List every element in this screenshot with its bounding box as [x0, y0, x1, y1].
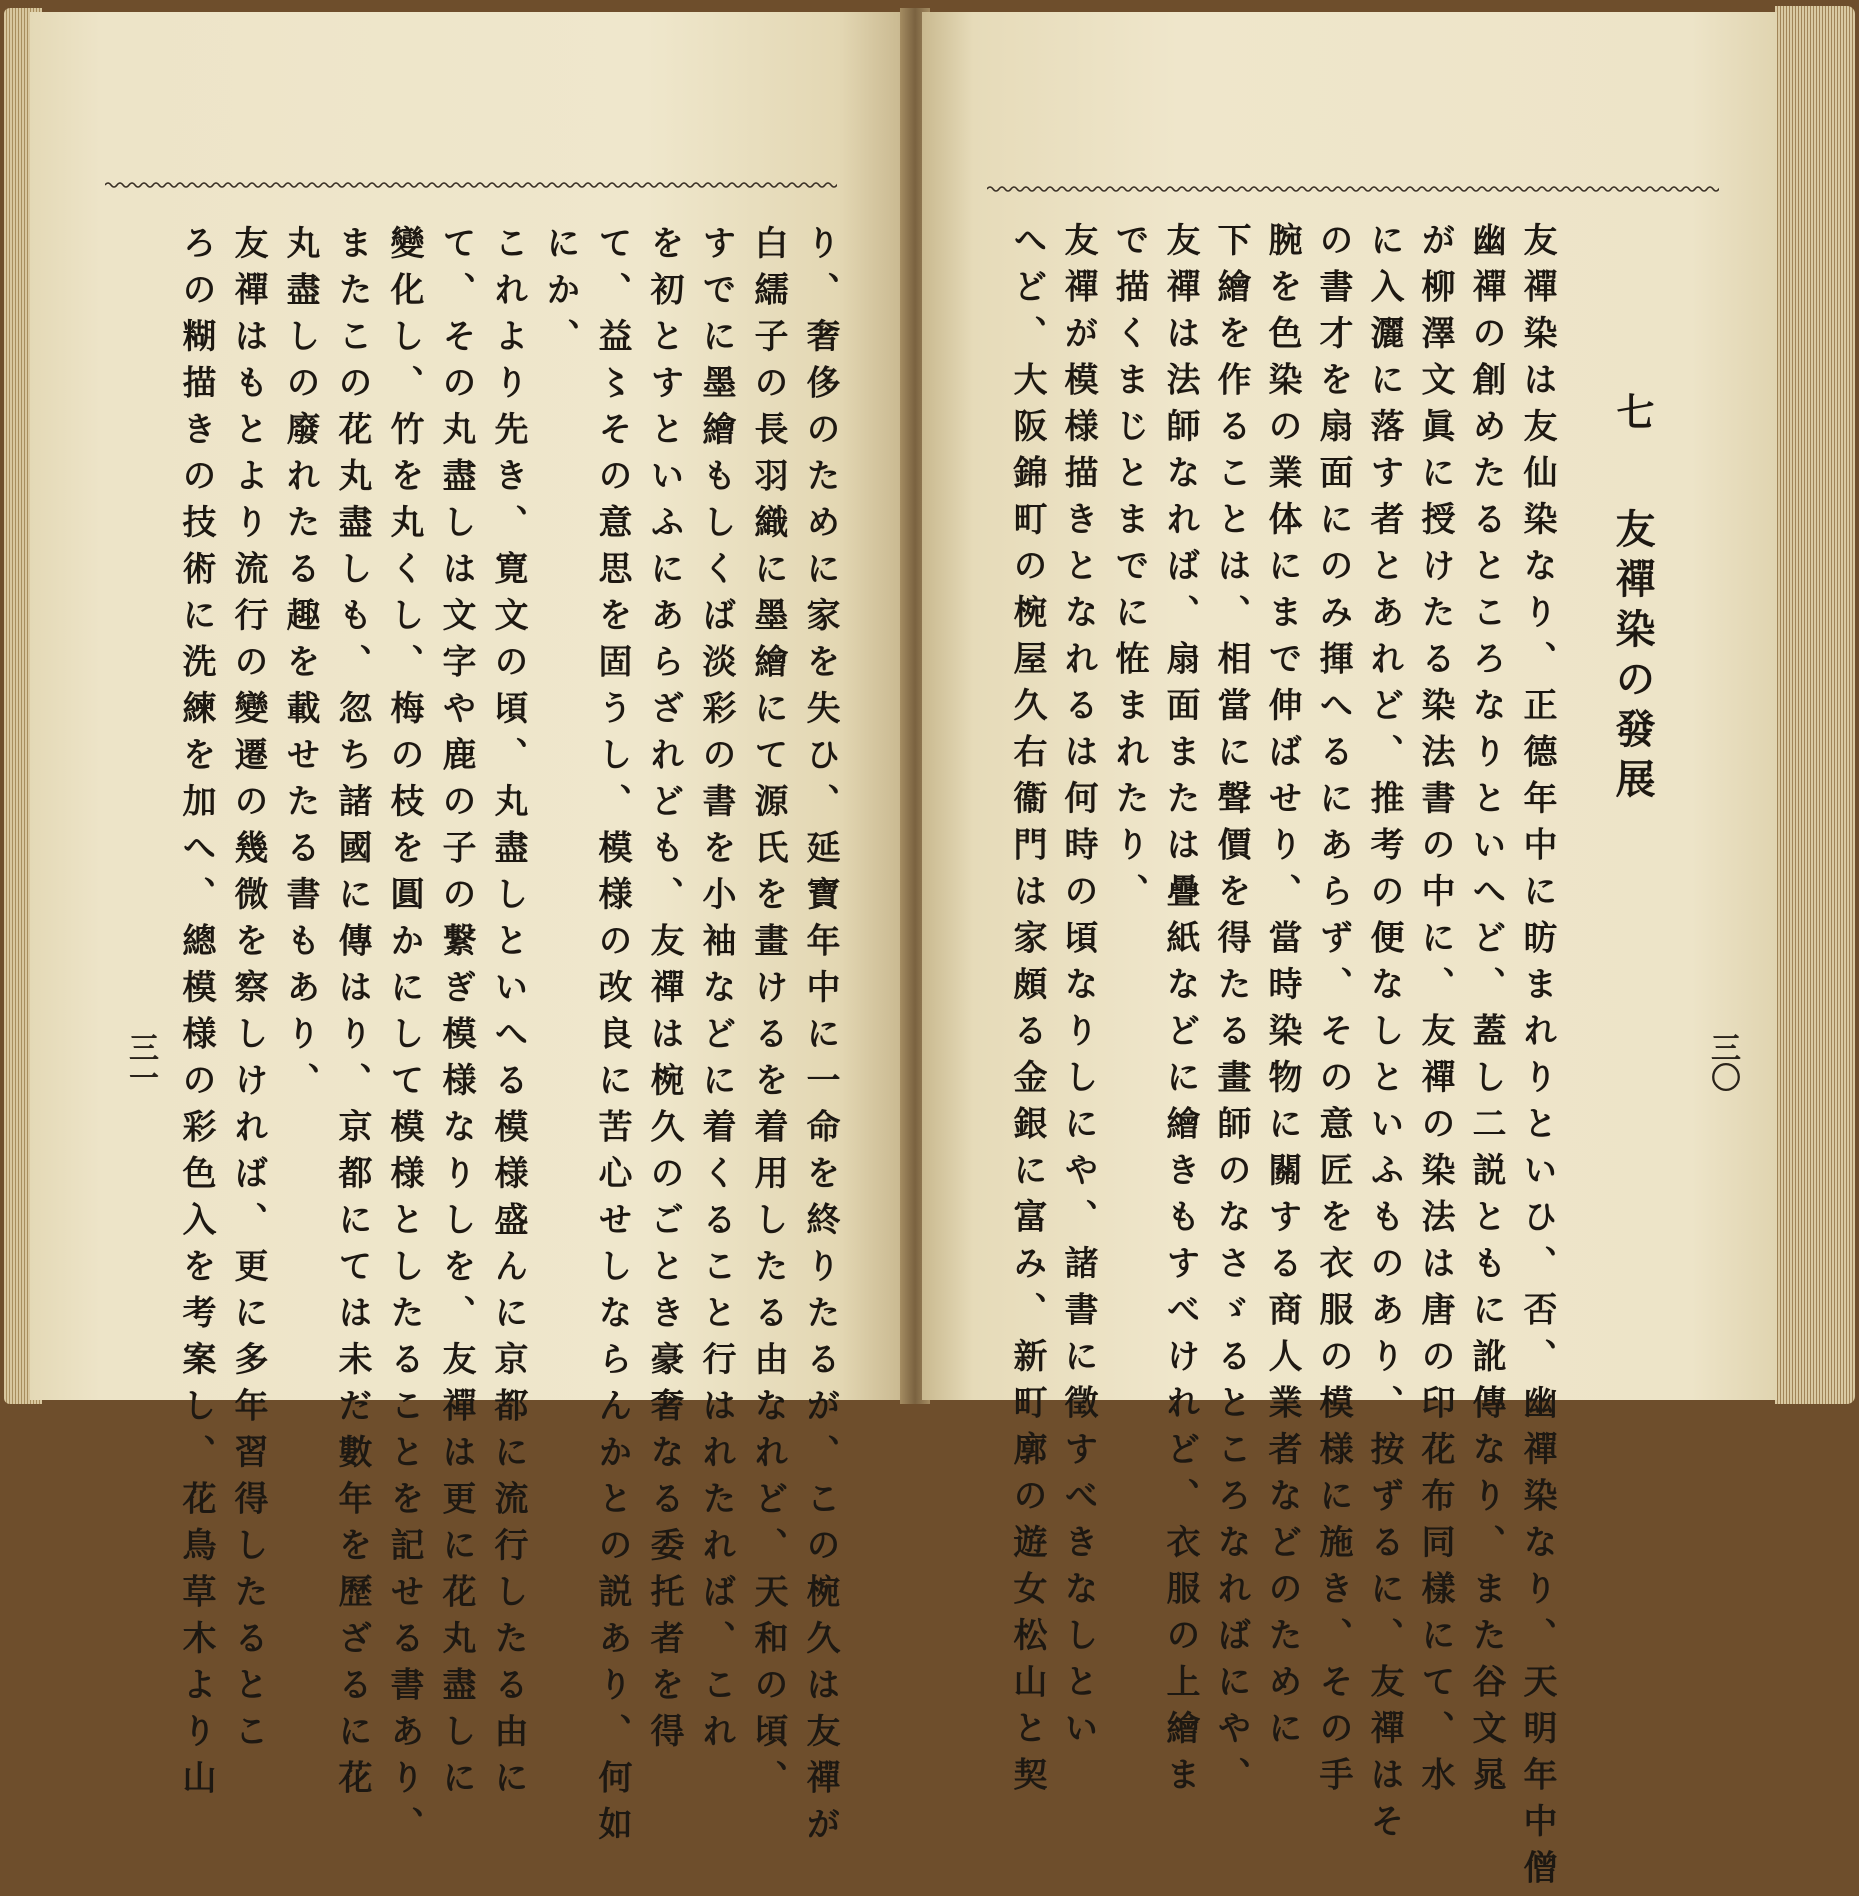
left-page-wavy-rule: [105, 180, 837, 190]
left_page-column: ろの糊描きの技術に洗練を加へ、總模様の彩色入を考案し、花鳥草木より山: [176, 225, 216, 1806]
right_page-column: の書才を扇面にのみ揮へるにあらず、その意匠を衣服の模様に施き、その手: [1313, 222, 1353, 1803]
right_page-column: が柳澤文眞に授けたる染法書の中に、友禪の染法は唐の印花布同樣にて、水: [1415, 222, 1455, 1803]
right_page-column: 幽禪の創めたるところなりといへど、蓋し二説ともに訛傳なり、また谷文晁: [1466, 222, 1506, 1803]
left_page-column: またこの花丸盡しも、忽ち諸國に傳はり、京都にては未だ數年を歷ざるに花: [332, 225, 372, 1806]
right_page-column: 下繪を作ることは、相當に聲價を得たる畫師のなさゞるところなればにや、: [1211, 222, 1251, 1803]
chapter-number: 七: [1610, 392, 1655, 430]
right_page-column: で描くまじとまでに恠まれたり、: [1109, 222, 1149, 920]
left_page-column: を初とすといふにあらざれども、友禪は椀久のごとき豪奢なる委托者を得: [644, 225, 684, 1760]
right_page-column: へど、大阪錦町の椀屋久右衞門は家頗る金銀に富み、新町廓の遊女松山と契: [1007, 222, 1047, 1803]
chapter-title: 友禪染の發展: [1609, 508, 1656, 808]
right-page-edges: [1775, 6, 1855, 1404]
right-page: [922, 12, 1777, 1896]
left_page-column: すでに墨繪もしくば淡彩の書を小袖などに着くること行はれたれば、これ: [696, 225, 736, 1760]
right_page-column: 友禪は法師なれば、扇面または疊紙などに繪きもすべけれど、衣服の上繪ま: [1160, 222, 1200, 1803]
left_page-column: 丸盡しの廢れたる趣を載せたる書もあり、: [280, 225, 320, 1109]
left_page-column: これより先き、寛文の頃、丸盡しといへる模様盛んに京都に流行したる由に: [488, 225, 528, 1806]
right-page-wavy-rule: [987, 184, 1719, 194]
left_page-column: て、益〻その意思を固うし、模様の改良に苦心せしならんかとの説あり、何如: [592, 225, 632, 1853]
left_page-column: 變化し、竹を丸くし、梅の枝を圓かにして模様としたることを記せる書あり、: [384, 225, 424, 1853]
left_page-column: にか、: [540, 225, 580, 365]
left-page: [30, 12, 910, 1853]
left_page-column: 白繻子の長羽織に墨繪にて源氏を畫けるを着用したる由なれど、天和の頃、: [748, 225, 788, 1806]
right_page-column: 友禪染は友仙染なり、正德年中に昉まれりといひ、否、幽禪染なり、天明年中僧: [1517, 222, 1557, 1896]
left_page-column: り、奢侈のために家を失ひ、延寶年中に一命を終りたるが、この椀久は友禪が: [800, 225, 840, 1853]
left_page-column: て、その丸盡しは文字や鹿の子の繋ぎ模様なりしを、友禪は更に花丸盡しに: [436, 225, 476, 1806]
right_page-column: 腕を色染の業体にまで伸ばせり、當時染物に關する商人業者などのために: [1262, 222, 1302, 1757]
right_page-column: 友禪が模様描きとなれるは何時の頃なりしにや、諸書に徵すべきなしとい: [1058, 222, 1098, 1757]
right_page-column: に入灑に落す者とあれど、推考の便なしといふものあり、按ずるに、友禪はそ: [1364, 222, 1404, 1850]
left_page-column: 友禪はもとより流行の變遷の幾微を察しければ、更に多年習得したるとこ: [228, 225, 268, 1760]
chapter-heading: [1604, 392, 1661, 808]
right-page-number: 三〇: [1705, 1032, 1740, 1092]
left-page-number: 三一: [123, 1032, 158, 1092]
